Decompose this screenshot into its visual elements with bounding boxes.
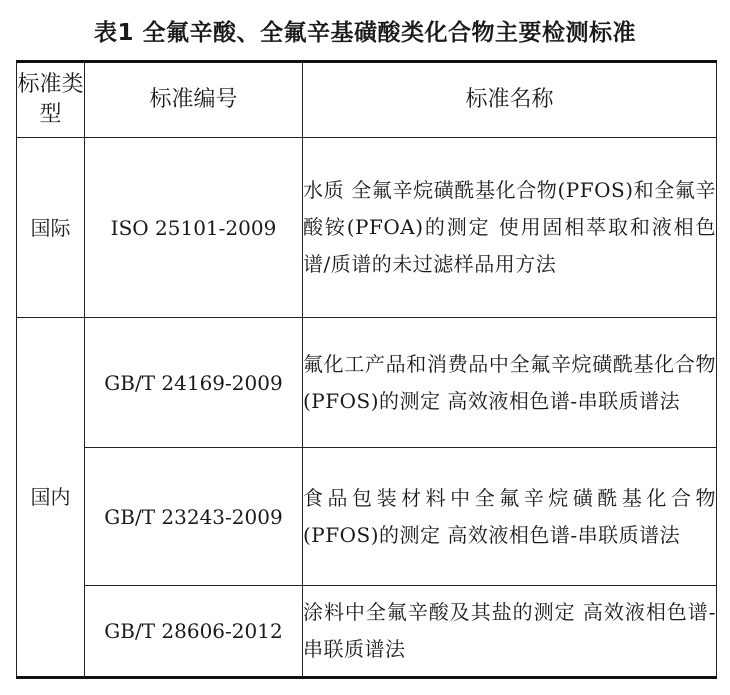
table-row — [17, 448, 717, 586]
standard-type-cell: 国内 — [17, 318, 85, 678]
header-standard-code: 标准编号 — [85, 62, 303, 138]
standard-code-cell: ISO 25101-2009 — [85, 138, 303, 318]
standard-code-cell: GB/T 28606-2012 — [85, 586, 303, 678]
standard-name-cell: 水质 全氟辛烷磺酰基化合物(PFOS)和全氟辛酸铵(PFOA)的测定 使用固相萃取和液相色谱/质谱的未过滤样品用方法 — [303, 138, 717, 318]
header-standard-type: 标准类型 — [17, 62, 85, 138]
table-row — [17, 586, 717, 678]
standard-name-cell: 食品包装材料中全氟辛烷磺酰基化合物(PFOS)的测定 高效液相色谱-串联质谱法 — [303, 448, 717, 586]
table-caption: 表1 全氟辛酸、全氟辛基磺酸类化合物主要检测标准 — [93, 20, 636, 46]
standard-name-cell: 氟化工产品和消费品中全氟辛烷磺酰基化合物(PFOS)的测定 高效液相色谱-串联质谱法 — [303, 318, 717, 448]
table-header-row — [17, 62, 717, 138]
standard-name-cell: 涂料中全氟辛酸及其盐的测定 高效液相色谱-串联质谱法 — [303, 586, 717, 678]
standard-code-cell: GB/T 24169-2009 — [85, 318, 303, 448]
table-row — [17, 138, 717, 318]
standards-table — [16, 60, 717, 679]
standard-type-cell: 国际 — [17, 138, 85, 318]
table-row — [17, 318, 717, 448]
standard-code-cell: GB/T 23243-2009 — [85, 448, 303, 586]
header-standard-name: 标准名称 — [303, 62, 717, 138]
